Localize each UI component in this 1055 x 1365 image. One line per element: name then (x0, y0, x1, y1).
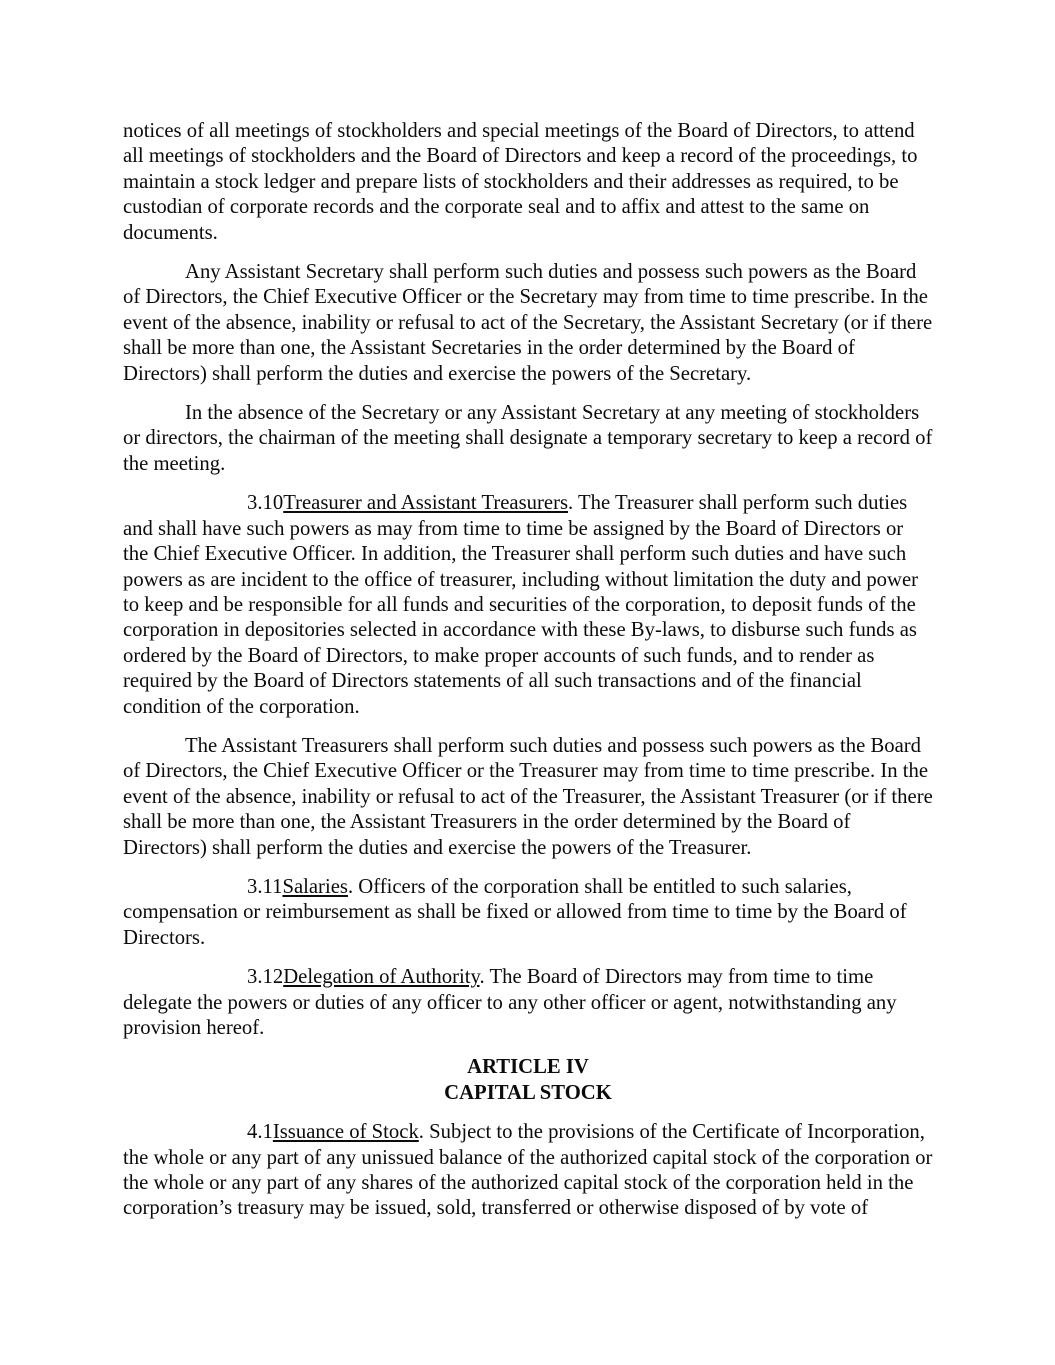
section-paragraph (123, 1120, 933, 1222)
section-number: 4.1 (247, 1121, 273, 1144)
paragraph: Any Assistant Secretary shall perform such duties and possess such powers as the Board of Directors, the Chief Executive Officer or the Secretary may from time to time prescribe. In the event of the absence, inability or refusal to act of the Secretary, the Assistant Secretary (or if there shall be more than one, the Assistant Secretaries in the order determined by the Board of Directors) shall perform the duties and exercise the powers of the Secretary. (123, 261, 933, 385)
article-heading-line: CAPITAL STOCK (444, 1081, 612, 1104)
section-paragraph (123, 875, 933, 951)
section-paragraph (123, 491, 933, 720)
section-title: Treasurer and Assistant Treasurers (283, 492, 569, 515)
section-number: 3.12 (247, 966, 284, 989)
section-text: . The Treasurer shall perform such duties and shall have such powers as may from time to time be assigned by the Board of Directors or the Chief Executive Officer. In addition, the Treasurer shall perform such duties and have such powers as are incident to the office of treasurer, including without limitation the duty and power to keep and be responsible for all funds and securities of the corporation, to deposit funds of the corporation in depositories selected in accordance with these By-laws, to disburse such funds as ordered by the Board of Directors, to make proper accounts of such funds, and to render as required by the Board of Directors statements of all such transactions and of the financial condition of the corporation. (123, 492, 919, 718)
paragraph: The Assistant Treasurers shall perform such duties and possess such powers as the Board of Directors, the Chief Executive Officer or the Treasurer may from time to time prescribe. In the event of the absence, inability or refusal to act of the Treasurer, the Assistant Treasurer (or if there shall be more than one, the Assistant Treasurers in the order determined by the Board of Directors) shall perform the duties and exercise the powers of the Treasurer. (123, 734, 933, 859)
paragraph: notices of all meetings of stockholders and special meetings of the Board of Directors, to attend all meetings of stockholders and the Board of Directors and keep a record of the proceedings, to maintain a stock ledger and prepare lists of stockholders and their addresses as required, to be custodian of corporate records and the corporate seal and to affix and attest to the same on documents. (123, 120, 918, 244)
section-number: 3.10 (247, 492, 284, 515)
section-text: . Subject to the provisions of the Certificate of Incorporation, the whole or any part of any unissued balance of the authorized capital stock of the corporation or the whole or any part of any shares of the authorized capital stock of the corporation held in the corporation’s treasury may be issued, sold, transferred or otherwise disposed of by vote of (123, 1121, 933, 1220)
section-title: Delegation of Authority (283, 966, 480, 989)
section-title: Issuance of Stock (272, 1121, 419, 1144)
section-paragraph (123, 965, 933, 1041)
section-text: . The Board of Directors may from time to time delegate the powers or duties of any officer to any other officer or agent, notwithstanding any provision hereof. (123, 966, 897, 1039)
article-heading (123, 1055, 933, 1106)
section-text: . Officers of the corporation shall be entitled to such salaries, compensation or reimbursement as shall be fixed or allowed from time to time by the Board of Directors. (123, 875, 907, 949)
section-number: 3.11 (247, 875, 283, 898)
paragraph: In the absence of the Secretary or any Assistant Secretary at any meeting of stockholders or directors, the chairman of the meeting shall designate a temporary secretary to keep a record of the meeting. (123, 402, 933, 475)
article-heading-line: ARTICLE IV (467, 1056, 589, 1079)
document-body (123, 119, 933, 1222)
section-title: Salaries (282, 875, 348, 898)
